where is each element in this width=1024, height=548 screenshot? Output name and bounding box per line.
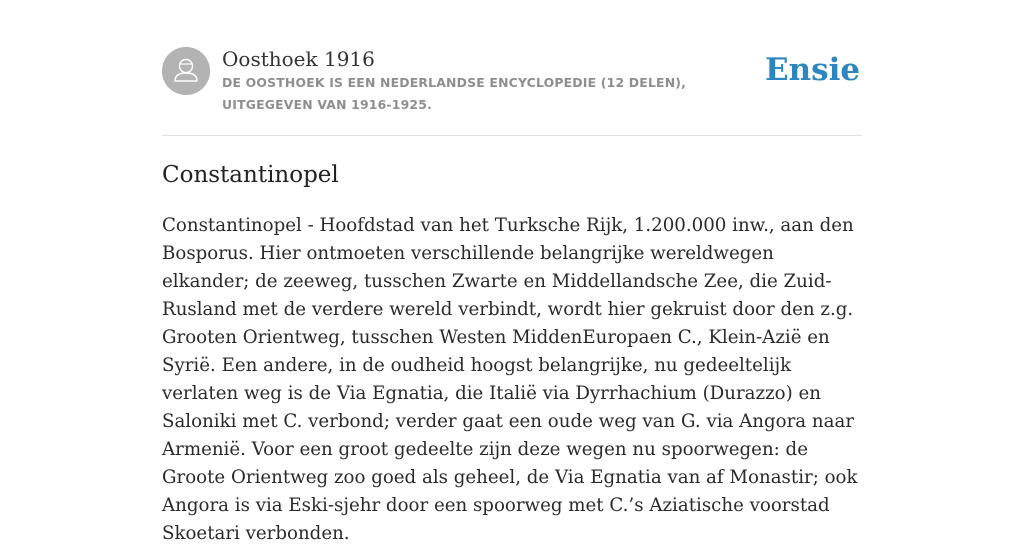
entry-body: Constantinopel - Hoofdstad van het Turksche Rijk, 1.200.000 inw., aan den Bosporus. Hier ontmoeten verschillende belangrijke wereldwegen elkander; de zeeweg, tusschen Zwarte en Middellandsche Zee, die Zuid-Rusland met de verdere wereld verbindt, wordt hier gekruist door den z.g. Grooten Orientweg, tusschen Westen MiddenEuropaen C., Klein-Azië en Syrië. Een andere, in de oudheid hoogst belangrijke, nu gedeeltelijk verlaten weg is de Via Egnatia, die Italië via Dyrrhachium (Durazzo) en Saloniki met C. verbond; verder gaat een oude weg van G. via Angora naar Armenië. Voor een groot gedeelte zijn deze wegen nu spoorwegen: de Groote Orientweg zoo goed als geheel, de Via Egnatia van af Monastir; ook Angora is via Eski-sjehr door een spoorweg met C.’s Aziatische voorstad Skoetari verbonden. [162, 215, 858, 544]
source-title[interactable]: Oosthoek 1916 [222, 47, 375, 71]
header-divider [162, 135, 862, 136]
source-description: DE OOSTHOEK IS EEN NEDERLANDSE ENCYCLOPEDIE (12 DELEN), UITGEGEVEN VAN 1916-1925. [222, 75, 687, 112]
brand-logo[interactable]: Ensie [765, 52, 861, 88]
source-avatar[interactable] [162, 47, 210, 95]
source-header [162, 45, 862, 135]
entry-title: Constantinopel [162, 162, 339, 188]
user-outline-icon [162, 47, 210, 95]
